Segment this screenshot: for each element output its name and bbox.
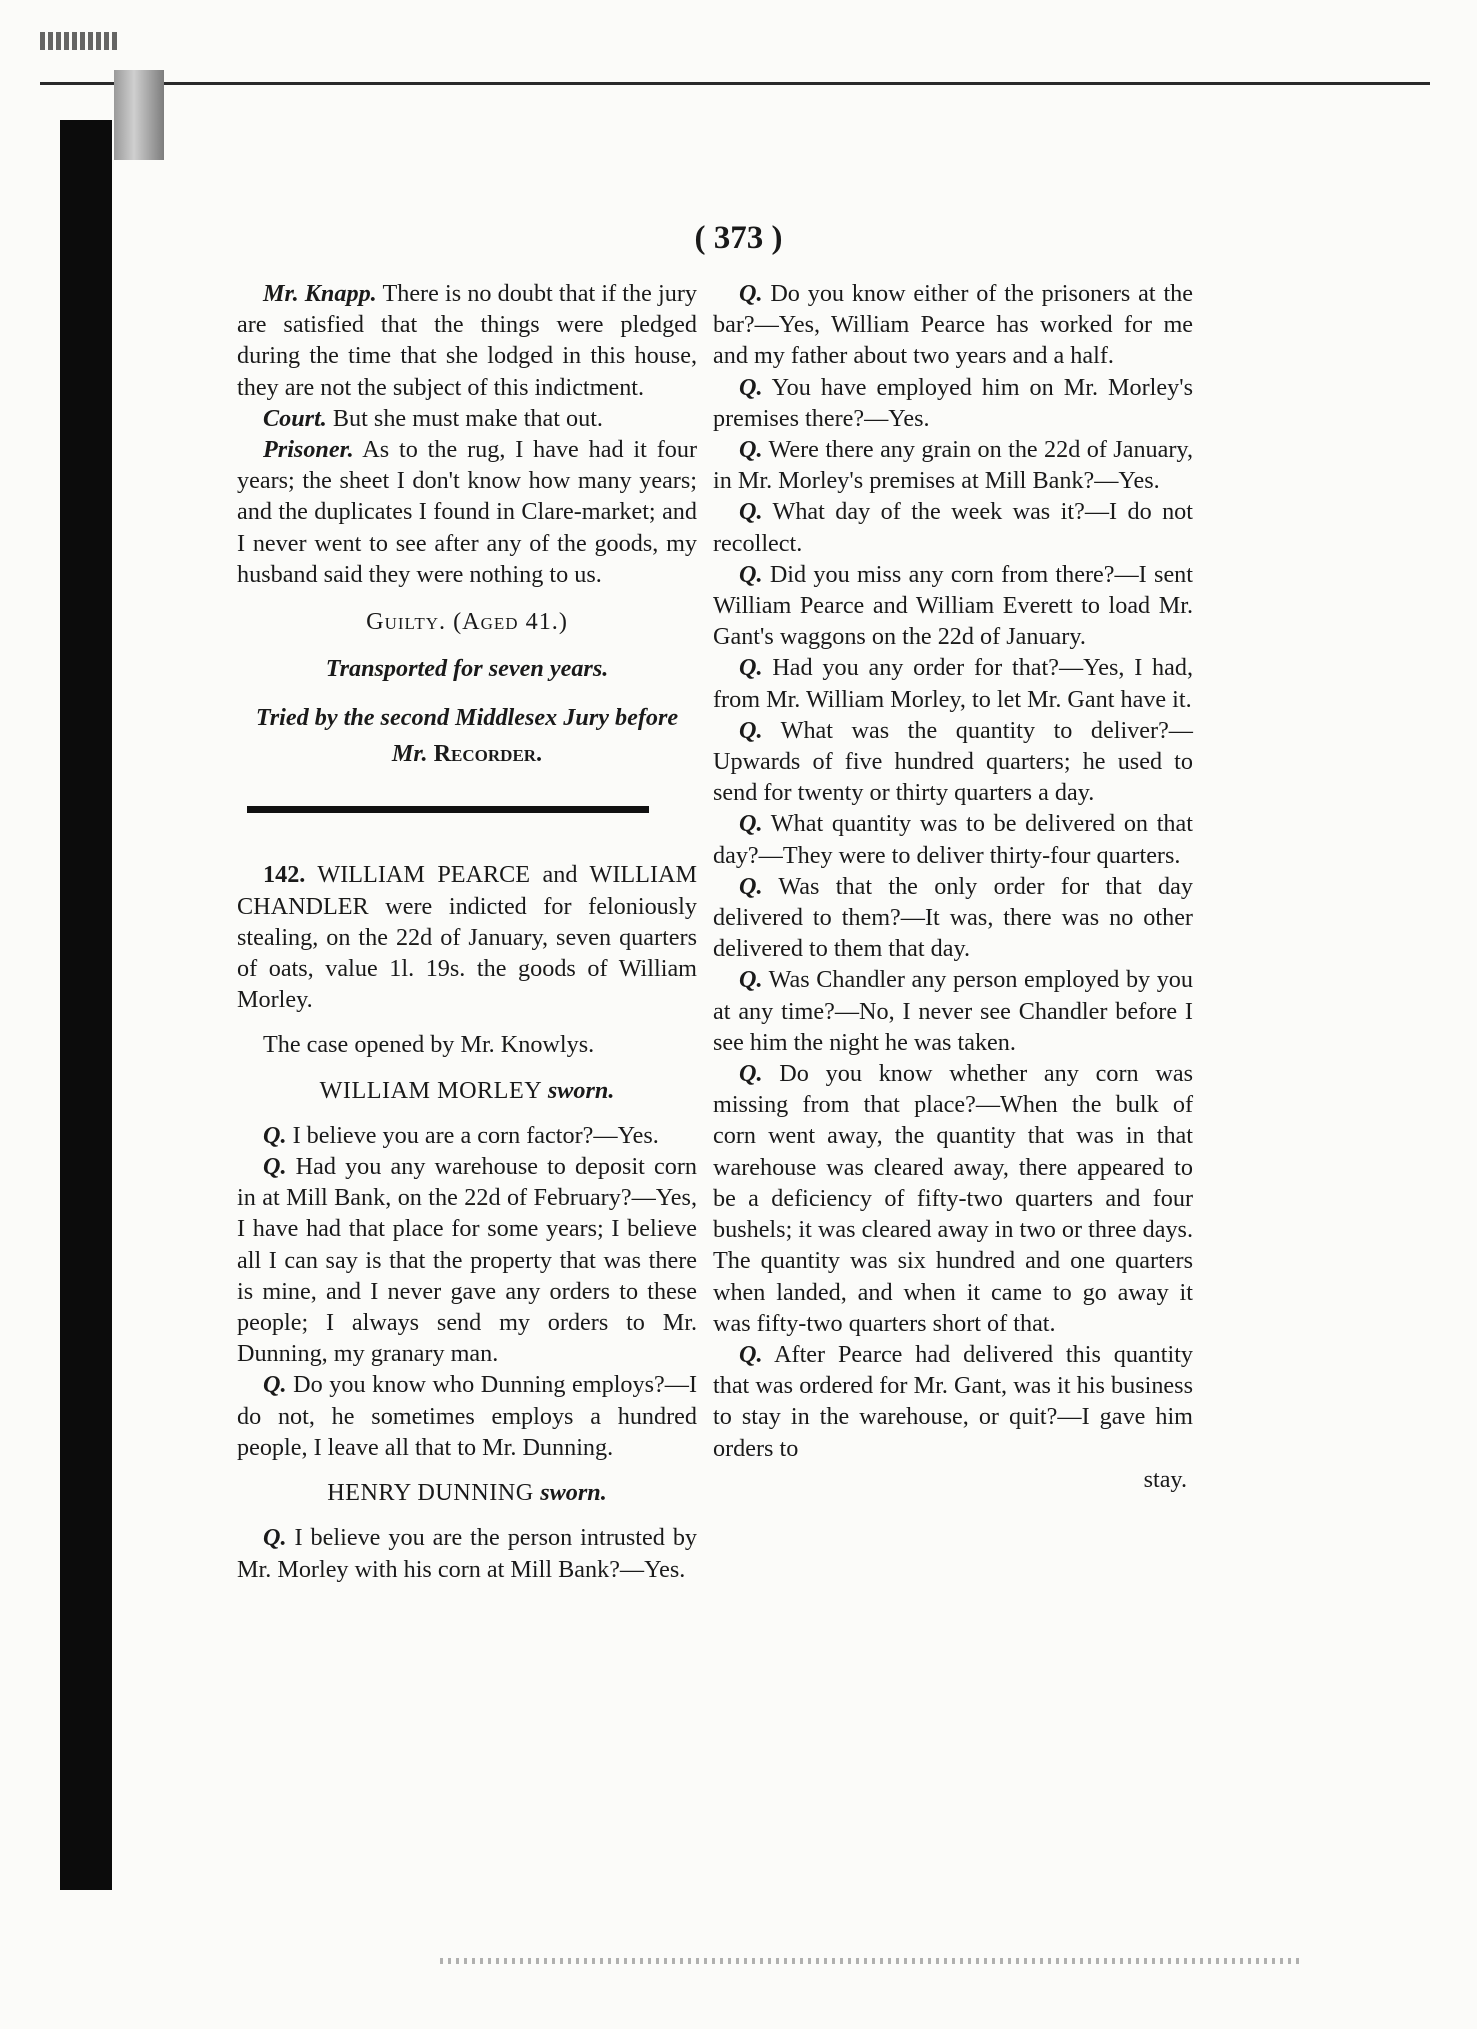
speaker-label: Mr. Knapp. [263,280,377,307]
judge-prefix: Mr. [391,740,428,768]
question-mark: Q. [739,436,763,464]
paragraph-text: There is no doubt that if the jury are satisfied that the things were pledged during the time that she lodged in this house, they are not the subject of this indictment. [237,280,697,401]
paragraph [713,715,1193,809]
paragraph-text: I believe you are a corn factor?—Yes. [292,1121,659,1149]
paragraph [713,434,1193,496]
paragraph [237,1120,697,1151]
paragraph-text: Were there any grain on the 22d of January, in Mr. Morley's premises at Mill Bank?—Yes. [713,436,1193,495]
question-mark: Q. [739,810,763,838]
paragraph [237,278,697,403]
question-mark: Q. [263,1121,287,1149]
paragraph-text: What day of the week was it?—I do not recollect. [713,498,1193,557]
page-number: ( 373 ) [694,220,783,256]
question-mark: Q. [739,373,763,401]
paragraph-text: Had you any order for that?—Yes, I had, from Mr. William Morley, to let Mr. Gant have it. [713,654,1194,713]
paragraph-text: After Pearce had delivered this quantity that was ordered for Mr. Gant, was it his business to stay in the warehouse, or quit?—I gave him orders to [713,1340,1194,1462]
scan-top-mark [40,32,120,50]
left-column [237,278,697,1585]
paragraph-text: I believe you are the person intrusted by Mr. Morley with his corn at Mill Bank?—Yes. [237,1524,698,1583]
paragraph [713,652,1193,714]
paragraph-text: Was Chandler any person employed by you at any time?—No, I never see Chandler before I see him the night he was taken. [713,966,1193,1056]
paragraph [713,1058,1193,1339]
question-mark: Q. [263,1371,287,1399]
catchword: stay. [1143,1465,1187,1493]
paragraph-text: What was the quantity to deliver?—Upwards of five hundred quarters; he used to send for twenty or thirty quarters a day. [713,716,1193,807]
tried-text: Tried by the second Middlesex Jury before [255,704,679,732]
paragraph-text: Do you know whether any corn was missing from that place?—When the bulk of corn went away, the quantity that was in that warehouse was cleared away, there appeared to be a deficiency of fifty-two quarters and four bushels; it was cleared away in two or three days. The quantity was six hundred and one quarters when landed, and when it came to go away it was fifty-two quarters short of that. [713,1060,1193,1337]
paragraph-text: Had you any warehouse to deposit corn in at Mill Bank, on the 22d of February?—Yes, I have had that place for some years; I believe all I can say is that the property that was there is mine, and I never gave any orders to these people; I always send my orders to Mr. Dunning, my granary man. [237,1153,698,1368]
paragraph [237,1369,697,1463]
witness-sworn: sworn. [540,1479,607,1507]
paragraph [713,559,1193,653]
question-mark: Q. [739,1340,763,1368]
case-text: WILLIAM PEARCE and WILLIAM CHANDLER were indicted for feloniously stealing, on the 22d of January, seven quarters of oats, value 1l. 19s. the goods of William Morley. [237,861,697,1014]
question-mark: Q. [263,1153,287,1181]
paragraph-text: You have employed him on Mr. Morley's premises there?—Yes. [713,373,1193,432]
right-column [713,278,1193,1495]
witness-name: HENRY DUNNING [327,1479,534,1507]
scan-left-bar [60,120,112,1890]
question-mark: Q. [263,1524,287,1552]
paragraph [713,372,1193,434]
question-mark: Q. [739,654,763,682]
tried-before [237,700,697,772]
sentence: Transported for seven years. [325,655,609,683]
witness-sworn: sworn. [547,1076,615,1104]
paragraph-text: What quantity was to be delivered on that day?—They were to deliver thirty-four quarters. [713,810,1193,869]
witness-name: WILLIAM MORLEY [319,1076,542,1104]
paragraph-text: Did you miss any corn from there?—I sent William Pearce and William Everett to load Mr. Gant's waggons on the 22d of January. [713,560,1193,651]
paragraph [713,871,1193,965]
case-number: 142. [263,861,306,889]
paragraph [713,496,1193,558]
speaker-label: Prisoner. [263,436,354,464]
question-mark: Q. [739,716,763,744]
paragraph [713,964,1193,1058]
judge-title: Recorder. [433,740,543,768]
paragraph-text: Do you know either of the prisoners at the bar?—Yes, William Pearce has worked for me and my father about two years and a half. [713,280,1193,370]
question-mark: Q. [739,1060,763,1088]
paragraph [713,808,1193,870]
case-entry [237,859,697,1015]
paragraph [237,1522,697,1584]
paragraph [237,1151,697,1369]
paragraph [713,278,1193,372]
witness-heading [237,1477,697,1508]
section-divider [247,806,649,813]
question-mark: Q. [739,280,763,307]
question-mark: Q. [739,498,763,526]
paragraph [713,1339,1193,1464]
paragraph-text: But she must make that out. [332,404,603,432]
speaker-label: Court. [263,404,327,432]
scan-top-rule [40,82,1430,85]
question-mark: Q. [739,966,763,994]
witness-heading [237,1075,697,1106]
case-opened: The case opened by Mr. Knowlys. [263,1031,595,1059]
verdict: Guilty. (Aged 41.) [366,608,568,636]
paragraph [237,403,697,434]
question-mark: Q. [739,560,763,588]
scan-bottom-rule [440,1958,1300,1964]
question-mark: Q. [739,872,763,900]
paragraph-text: As to the rug, I have had it four years; the sheet I don't know how many years; and the duplicates I found in Clare-market; and I never went to see after any of the goods, my husband said they were nothing to us. [237,436,698,588]
paragraph-text: Do you know who Dunning employs?—I do not, he sometimes employs a hundred people, I leave all that to Mr. Dunning. [237,1371,698,1461]
paragraph [237,434,697,590]
paragraph-text: Was that the only order for that day delivered to them?—It was, there was no other delivered to them that day. [713,872,1193,963]
